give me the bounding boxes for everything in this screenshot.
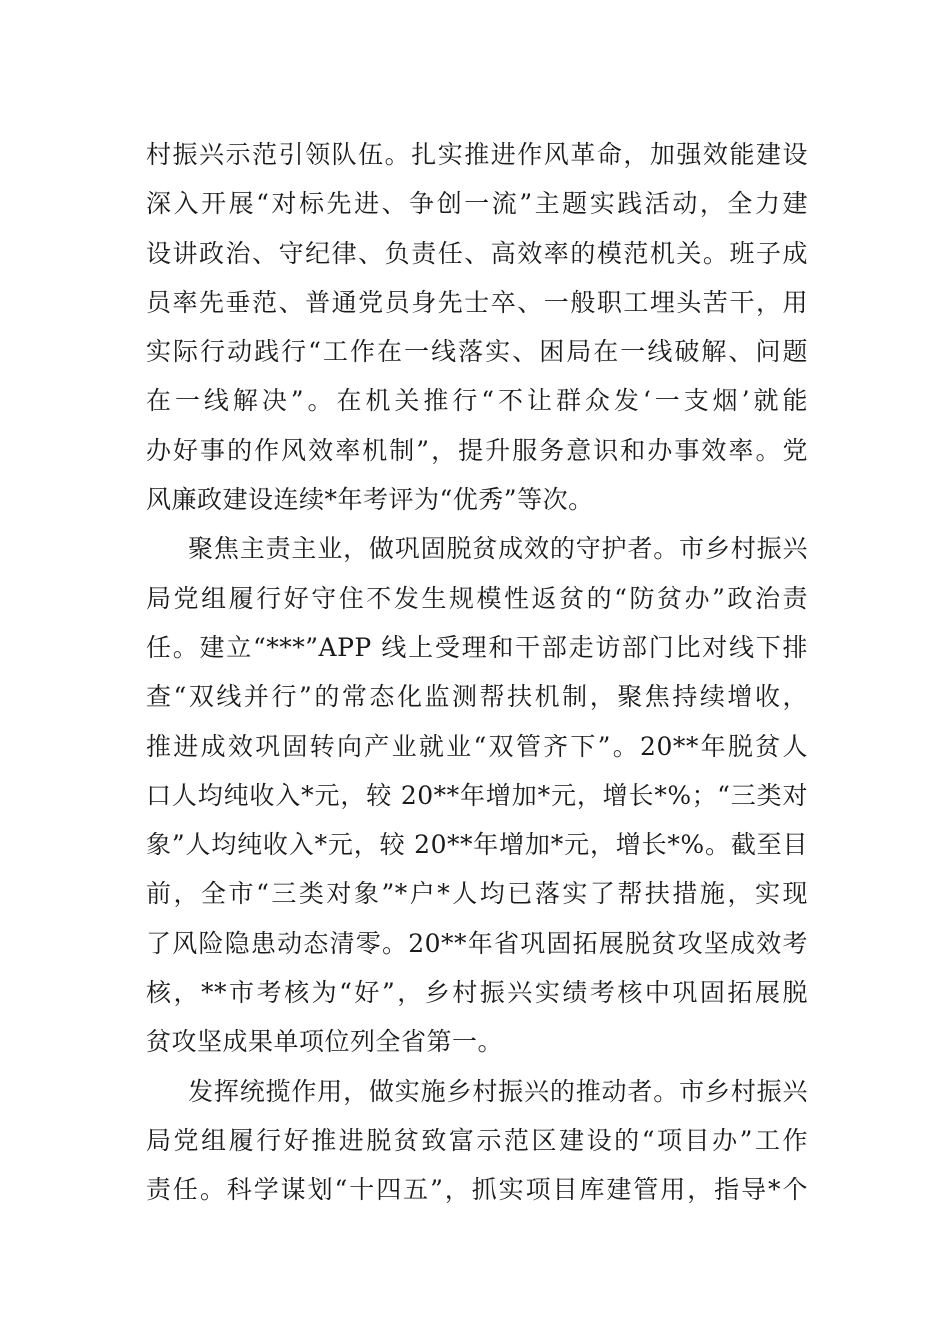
- paragraph-line: 聚焦主责主业，做巩固脱贫成效的守护者。市乡村振兴: [188, 534, 808, 564]
- paragraph-line: 查“双线并行”的常态化监测帮扶机制，聚焦持续增收，: [146, 682, 808, 712]
- paragraph-2: [146, 524, 808, 1066]
- paragraph-line: 口人均纯收入*元，较 20**年增加*元，增长*%；“三类对: [146, 780, 808, 810]
- paragraph-line: 设讲政治、守纪律、负责任、高效率的模范机关。班子成: [146, 238, 808, 268]
- paragraph-1: [146, 130, 808, 524]
- paragraph-line: 任。建立“***”APP 线上受理和干部走访部门比对线下排: [146, 632, 808, 662]
- paragraph-line: 前，全市“三类对象”*户*人均已落实了帮扶措施，实现: [146, 879, 808, 909]
- paragraph-line: 村振兴示范引领队伍。扎实推进作风革命，加强效能建设: [146, 140, 808, 169]
- paragraph-line: 贫攻坚成果单项位列全省第一。: [146, 1027, 504, 1057]
- paragraph-line: 局党组履行好守住不发生规模性返贫的“防贫办”政治责: [146, 583, 808, 613]
- paragraph-line: 深入开展“对标先进、争创一流”主题实践活动，全力建: [146, 189, 808, 219]
- paragraph-line: 局党组履行好推进脱贫致富示范区建设的“项目办”工作: [146, 1125, 808, 1155]
- paragraph-line: 实际行动践行“工作在一线落实、困局在一线破解、问题: [146, 337, 808, 367]
- paragraph-line: 风廉政建设连续*年考评为“优秀”等次。: [146, 485, 594, 515]
- paragraph-3: [146, 1067, 808, 1215]
- paragraph-line: 员率先垂范、普通党员身先士卒、一般职工埋头苦干，用: [146, 287, 808, 317]
- paragraph-line: 办好事的作风效率机制”，提升服务意识和办事效率。党: [146, 435, 808, 465]
- paragraph-line: 象”人均纯收入*元，较 20**年增加*元，增长*%。截至目: [146, 830, 808, 860]
- paragraph-line: 了风险隐患动态清零。20**年省巩固拓展脱贫攻坚成效考: [146, 928, 808, 958]
- paragraph-line: 责任。科学谋划“十四五”，抓实项目库建管用，指导*个: [146, 1175, 808, 1205]
- paragraph-line: 推进成效巩固转向产业就业“双管齐下”。20**年脱贫人: [146, 731, 808, 761]
- paragraph-line: 在一线解决”。在机关推行“不让群众发‘一支烟’就能: [146, 386, 808, 416]
- paragraph-line: 核，**市考核为“好”，乡村振兴实绩考核中巩固拓展脱: [146, 978, 808, 1008]
- document-body: [146, 130, 808, 1215]
- paragraph-line: 发挥统揽作用，做实施乡村振兴的推动者。市乡村振兴: [188, 1076, 808, 1106]
